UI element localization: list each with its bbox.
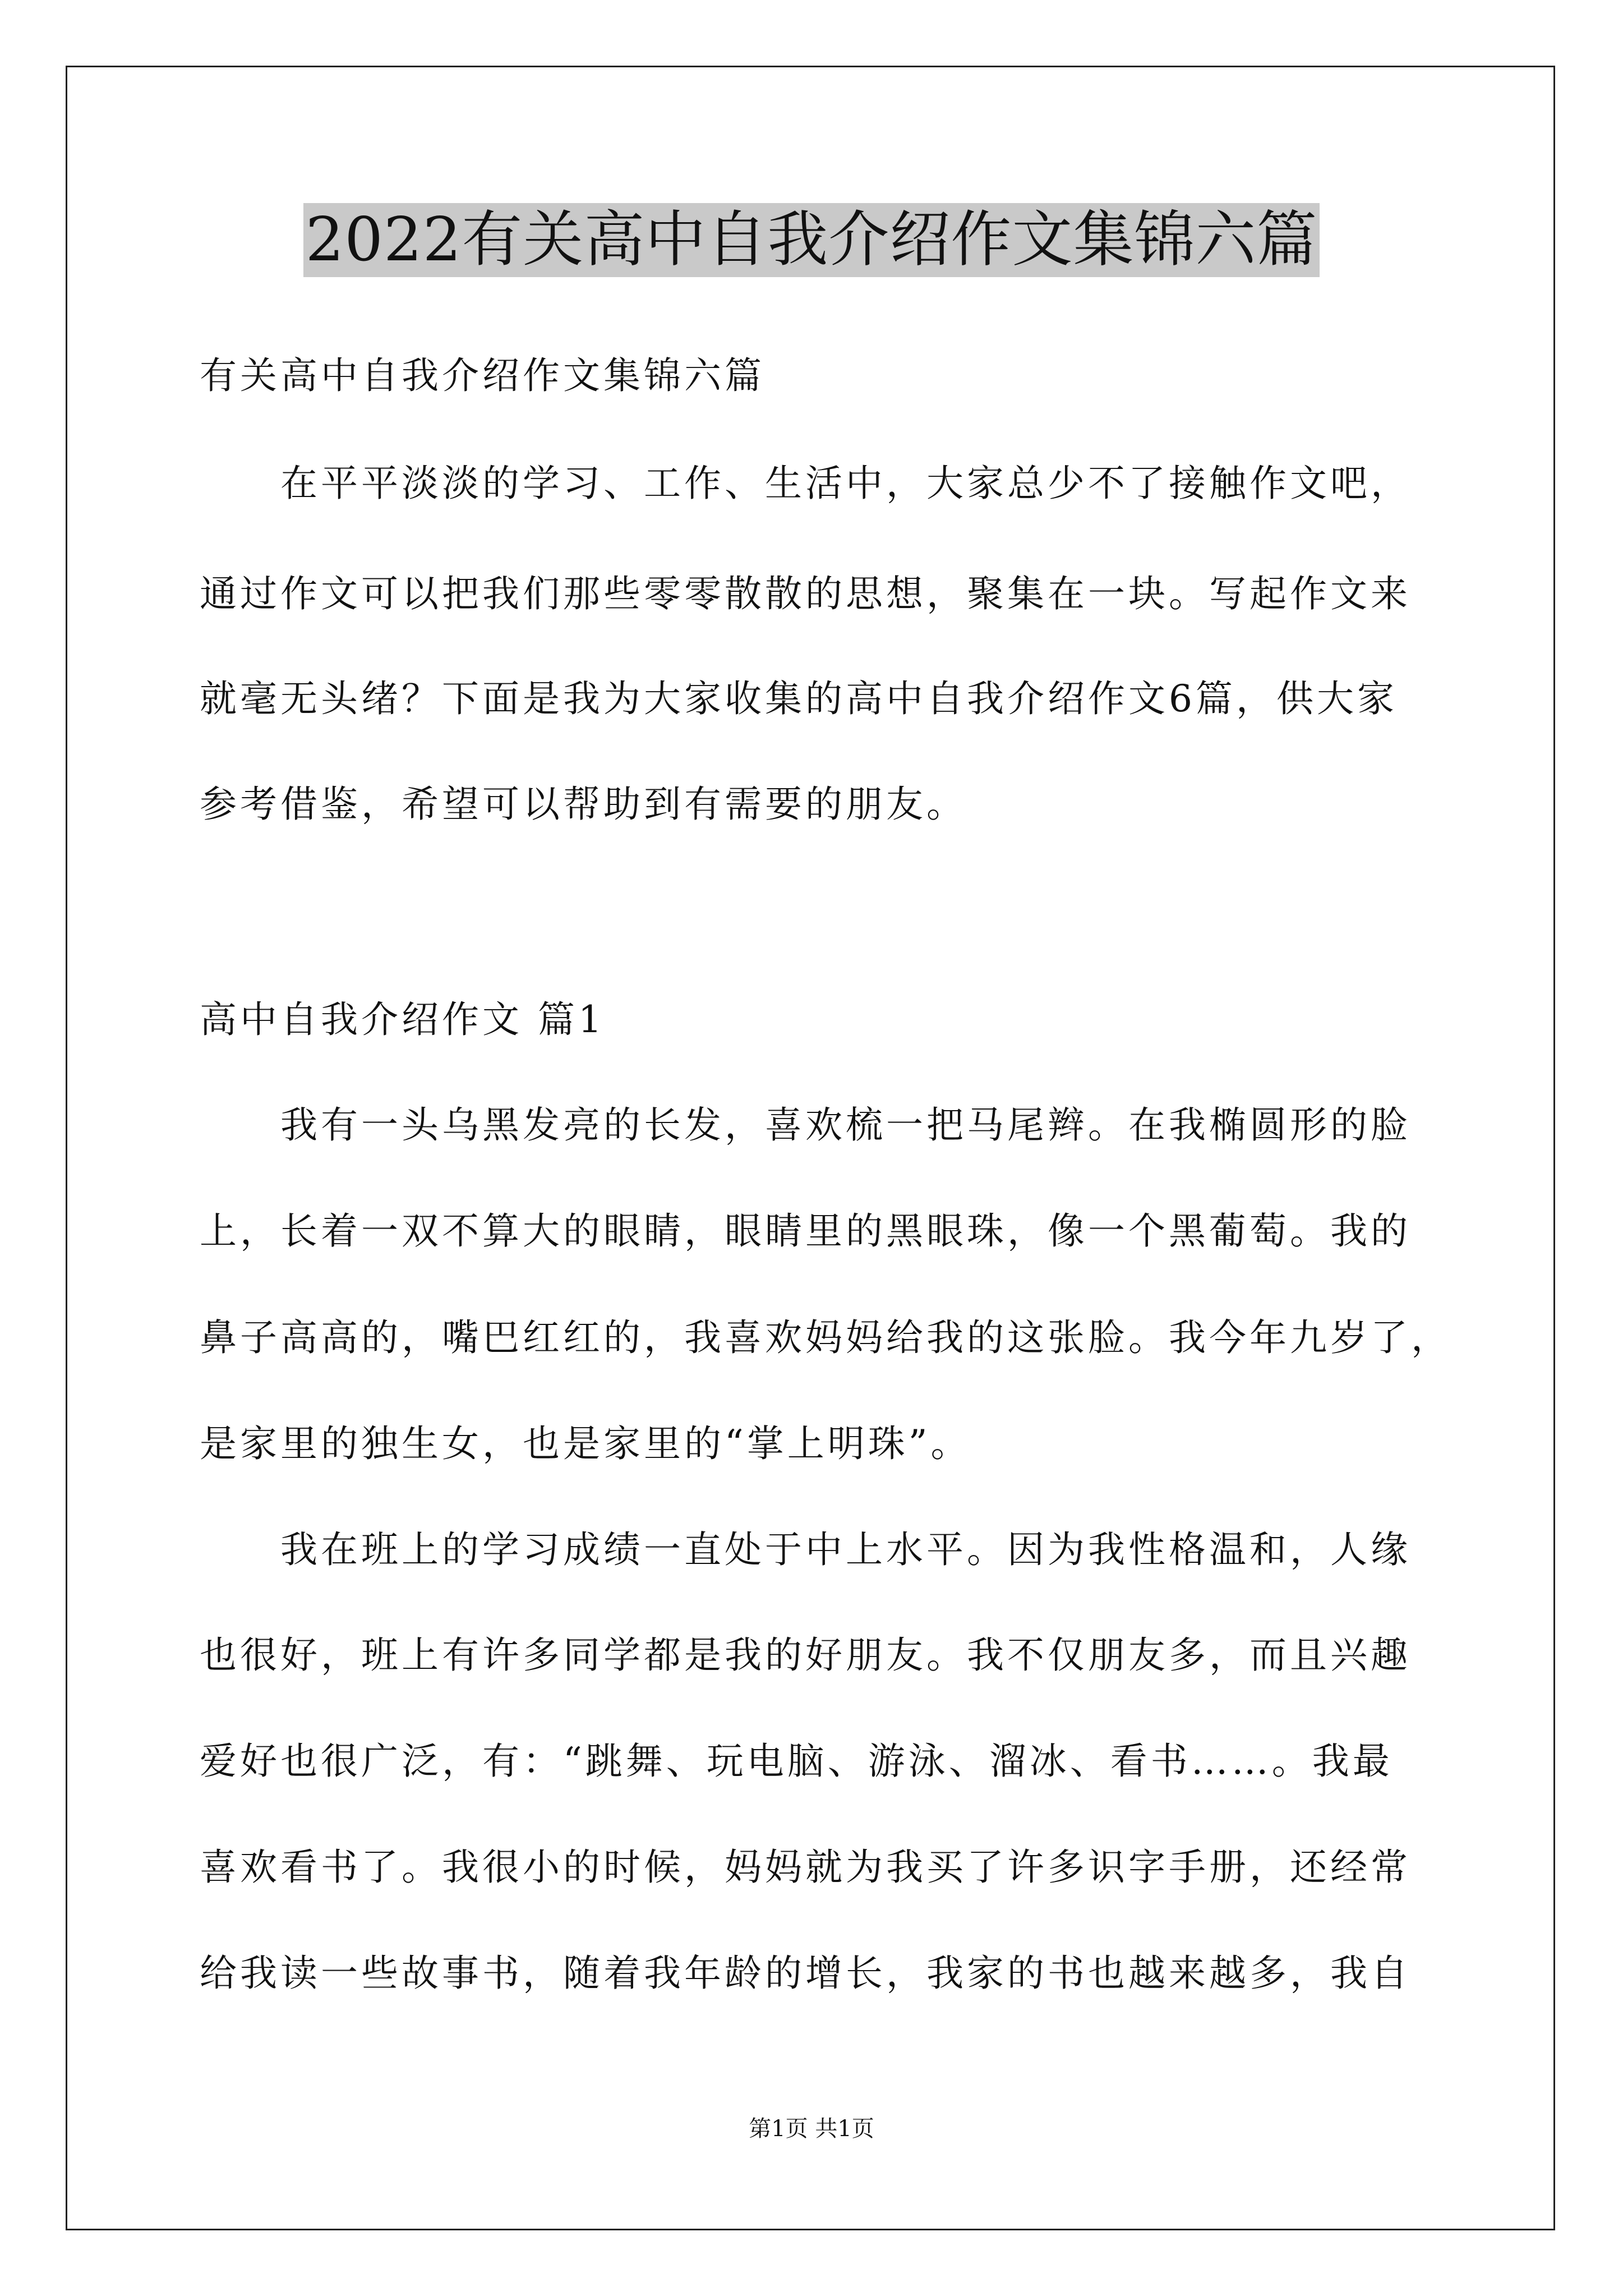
section-heading: 高中自我介绍作文 篇1 (200, 998, 605, 1041)
para2-line-1: 我在班上的学习成绩一直处于中上水平。因为我性格温和，人缘 (280, 1528, 1411, 1571)
para2-line-5: 给我读一些故事书，随着我年龄的增长，我家的书也越来越多，我自 (200, 1952, 1411, 1995)
intro-line-4: 参考借鉴，希望可以帮助到有需要的朋友。 (200, 783, 967, 826)
title-container (0, 203, 1623, 277)
para1-line-2: 上，长着一双不算大的眼睛，眼睛里的黑眼珠，像一个黑葡萄。我的 (200, 1209, 1411, 1253)
page-footer: 第1页 共1页 (749, 2116, 874, 2142)
para2-line-3: 爱好也很广泛，有：“跳舞、玩电脑、游泳、溜冰、看书……。我最 (200, 1740, 1393, 1783)
document-subtitle: 有关高中自我介绍作文集锦六篇 (200, 354, 765, 397)
para1-line-1: 我有一头乌黑发亮的长发，喜欢梳一把马尾辫。在我椭圆形的脸 (280, 1103, 1411, 1147)
intro-line-3: 就毫无头绪？下面是我为大家收集的高中自我介绍作文6篇，供大家 (200, 677, 1398, 720)
para2-line-4: 喜欢看书了。我很小的时候，妈妈就为我买了许多识字手册，还经常 (200, 1846, 1411, 1889)
intro-line-2: 通过作文可以把我们那些零零散散的思想，聚集在一块。写起作文来 (200, 572, 1411, 615)
para2-line-2: 也很好，班上有许多同学都是我的好朋友。我不仅朋友多，而且兴趣 (200, 1634, 1411, 1677)
para1-line-4: 是家里的独生女，也是家里的“掌上明珠”。 (200, 1422, 971, 1465)
para1-line-3: 鼻子高高的，嘴巴红红的，我喜欢妈妈给我的这张脸。我今年九岁了， (200, 1316, 1451, 1359)
document-title: 2022有关高中自我介绍作文集锦六篇 (303, 203, 1320, 277)
intro-line-1: 在平平淡淡的学习、工作、生活中，大家总少不了接触作文吧， (280, 462, 1411, 505)
